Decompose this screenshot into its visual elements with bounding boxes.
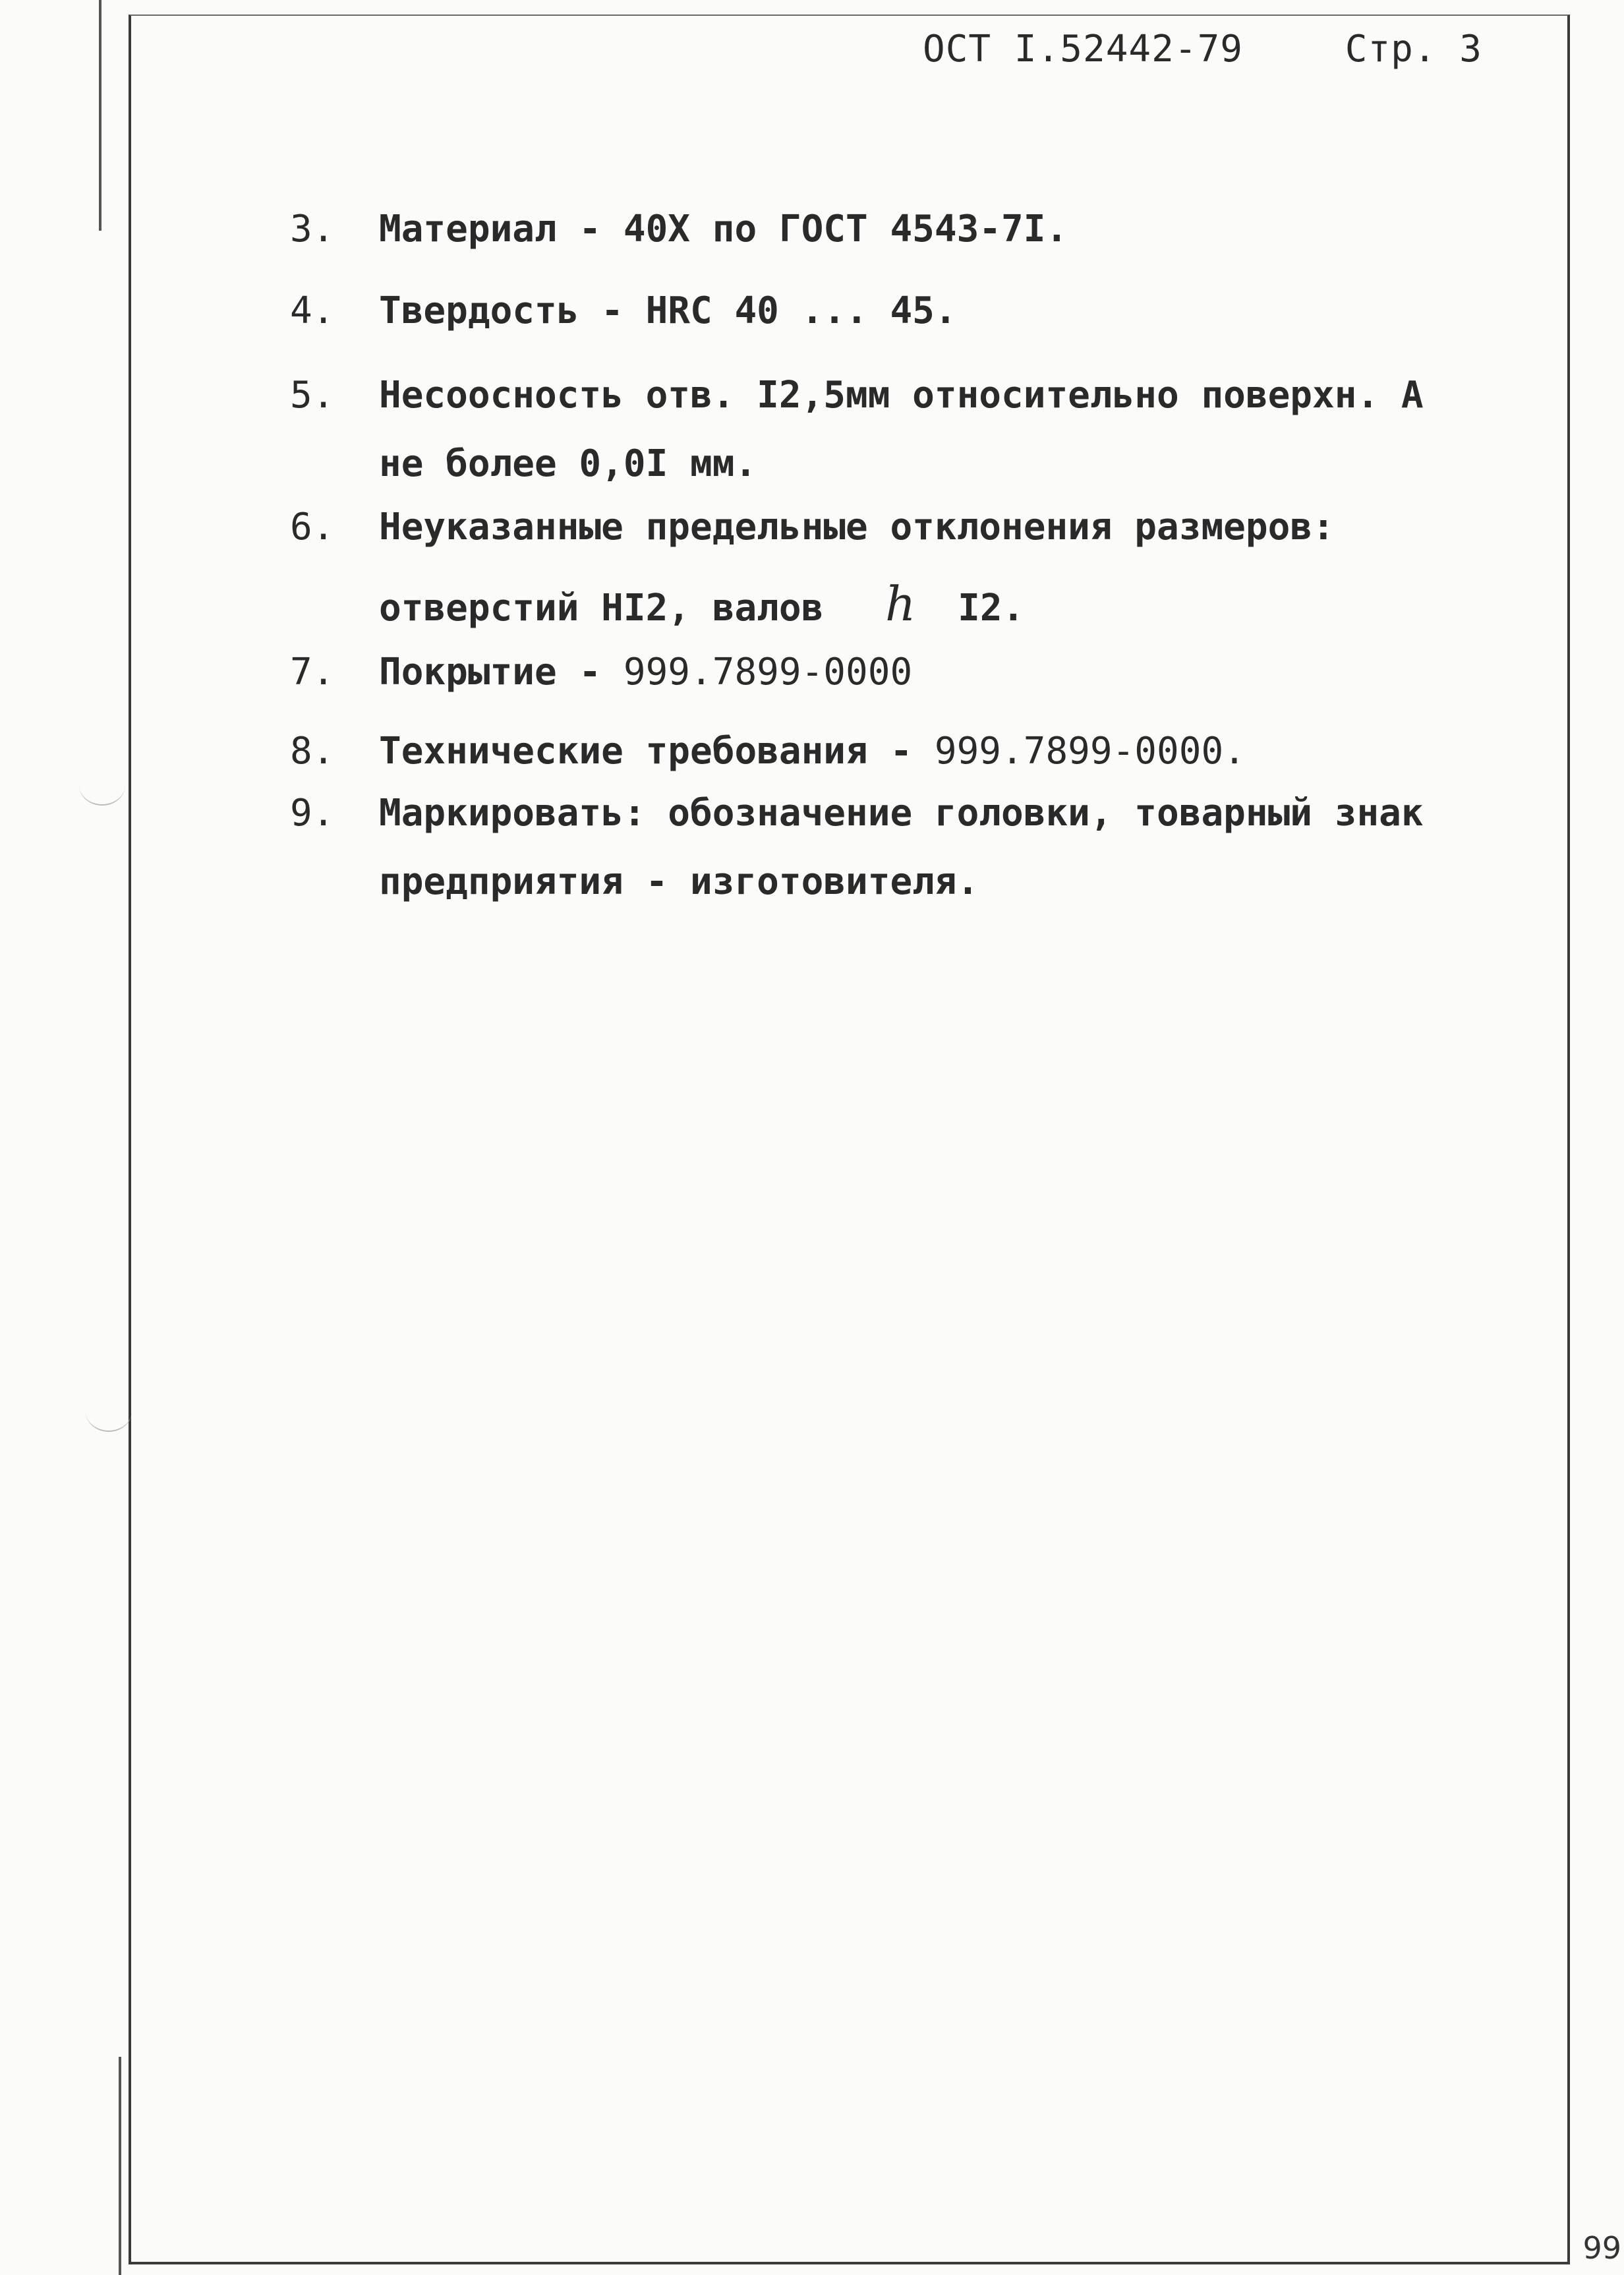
item-continuation: не более 0,0I мм. [379,442,757,485]
item-continuation-text: отверстий HI2, валов [379,587,824,630]
item-number: 5. [290,374,335,417]
item-number: 9. [290,792,335,835]
item-number: 4. [290,289,335,332]
requirements-list [290,208,1424,903]
item-text: Несоосность отв. I2,5мм относительно поверхн. А [379,374,1424,417]
list-item-5 [290,374,1424,485]
item-text: Неуказанные предельные отклонения размеров: [379,506,1335,548]
item-continuation: предприятия - изготовителя. [379,860,979,903]
item-number: 8. [290,730,335,773]
item-text: Материал - 40Х по ГОСТ 4543-7I. [379,208,1068,251]
item-text: Маркировать: обозначение головки, товарный знак [379,792,1424,835]
punch-hole-mark [86,1391,132,1432]
item-number: 7. [290,651,335,694]
item-continuation-text: I2. [958,587,1025,630]
list-item-7 [290,651,1424,694]
list-item-9 [290,792,1424,903]
binding-mark-bottom [119,2057,121,2275]
page-label: Стр. 3 [1345,28,1483,71]
list-item-8 [290,730,1424,773]
item-number: 3. [290,208,335,251]
document-number: ОСТ I.52442-79 [923,28,1244,71]
sheet-number: 99 [1582,2230,1621,2266]
item-number: 6. [290,506,335,548]
item-value: 999.7899-0000. [934,730,1246,773]
punch-hole-mark [79,765,125,806]
list-item-3 [290,208,1424,251]
item-continuation [290,576,1424,632]
list-item-6 [290,506,1424,632]
handwritten-tolerance: h [885,576,916,632]
binding-mark-top [99,0,102,231]
page-header [923,28,1482,71]
item-value: 999.7899-0000 [623,651,913,694]
list-item-4 [290,289,1424,332]
item-label: Технические требования - [379,730,935,773]
item-label: Покрытие - [379,651,624,694]
item-text: Твердость - HRC 40 ... 45. [379,289,957,332]
